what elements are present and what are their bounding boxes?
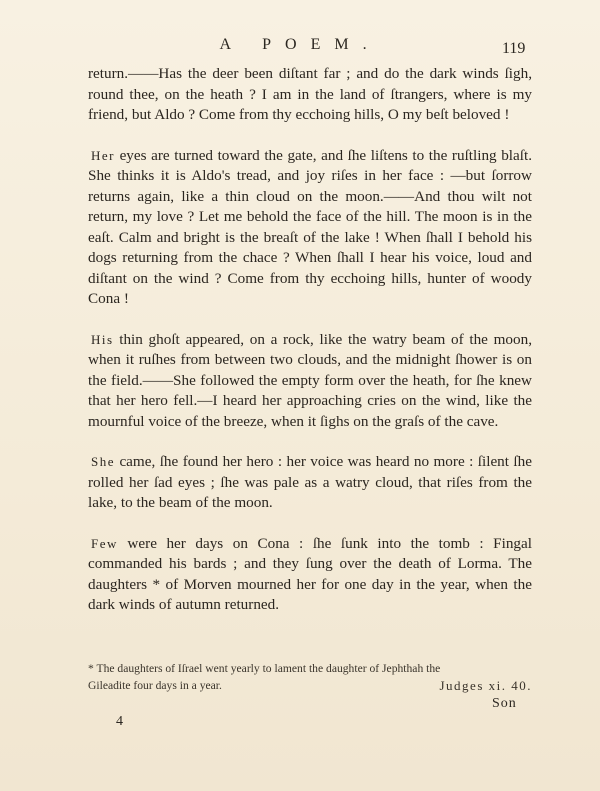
paragraph-4: [88, 452, 532, 514]
paragraph-text: were her days on Cona : ſhe ſunk into the tomb : Fingal commanded his bards ; and they ſung over the death of Lorma. The daughters * of Morven mourned her for one day in the year, when the dark winds of autumn returned.: [88, 534, 532, 613]
footnote-line: [88, 677, 532, 694]
paragraph-lead: She: [91, 454, 115, 469]
paragraph-2: [88, 146, 532, 310]
paragraph-5: [88, 534, 532, 616]
paragraph-lead: His: [91, 331, 114, 347]
footnote: [88, 660, 532, 694]
paragraph-text: eyes are turned toward the gate, and ſhe liſtens to the ruſtling blaſt. She thinks it is Aldo's tread, and joy riſes in her face : —but ſorrow returns again, like a thin cloud on the moon.——And thou wilt not return, my love ? Let me behold the face of the hill. The moon is in the eaſt. Calm and bright is the breaſt of the lake ! When ſhall I behold his dogs returning from the chace ? When ſhall I hear his voice, loud and diſtant on the wind ? Come from thy ecchoing hills, hunter of woody Cona !: [88, 146, 532, 307]
paragraph-text: thin ghoſt appeared, on a rock, like the watry beam of the moon, when it ruſhes from between two clouds, and the midnight ſhower is on the field.——She followed the empty form over the heath, for ſhe knew that her hero fell.—I heard her approaching cries on the wind, like the mournful voice of the breeze, when it ſighs on the graſs of the cave.: [88, 330, 532, 430]
running-title: A POEM.: [219, 36, 381, 53]
paragraph-lead: Few: [91, 535, 118, 551]
paragraph-text: came, ſhe found her hero : her voice was heard no more : ſilent ſhe rolled her ſad eyes ; ſhe was pale as a watry cloud, that riſes from the lake, to the beam of the moon.: [88, 453, 532, 511]
catchword: Son: [492, 696, 517, 711]
poem-body: [88, 64, 532, 616]
page-number: 119: [502, 40, 526, 57]
footnote-reference: Judges xi. 40.: [439, 678, 532, 693]
signature-mark: 4: [116, 714, 123, 729]
footnote-text: Gileadite four days in a year.: [88, 679, 222, 692]
paragraph-3: [88, 330, 532, 433]
paragraph-text: return.——Has the deer been diſtant far ; and do the dark winds ſigh, round thee, on the heath ? I am in the land of ſtrangers, where is my friend, but Aldo ? Come from thy ecchoing hills, O my beſt beloved !: [88, 65, 532, 123]
paragraph-1: [88, 64, 532, 126]
paragraph-lead: Her: [91, 147, 115, 163]
footnote-line: * The daughters of Iſrael went yearly to lament the daughter of Jephthah the: [88, 662, 441, 675]
